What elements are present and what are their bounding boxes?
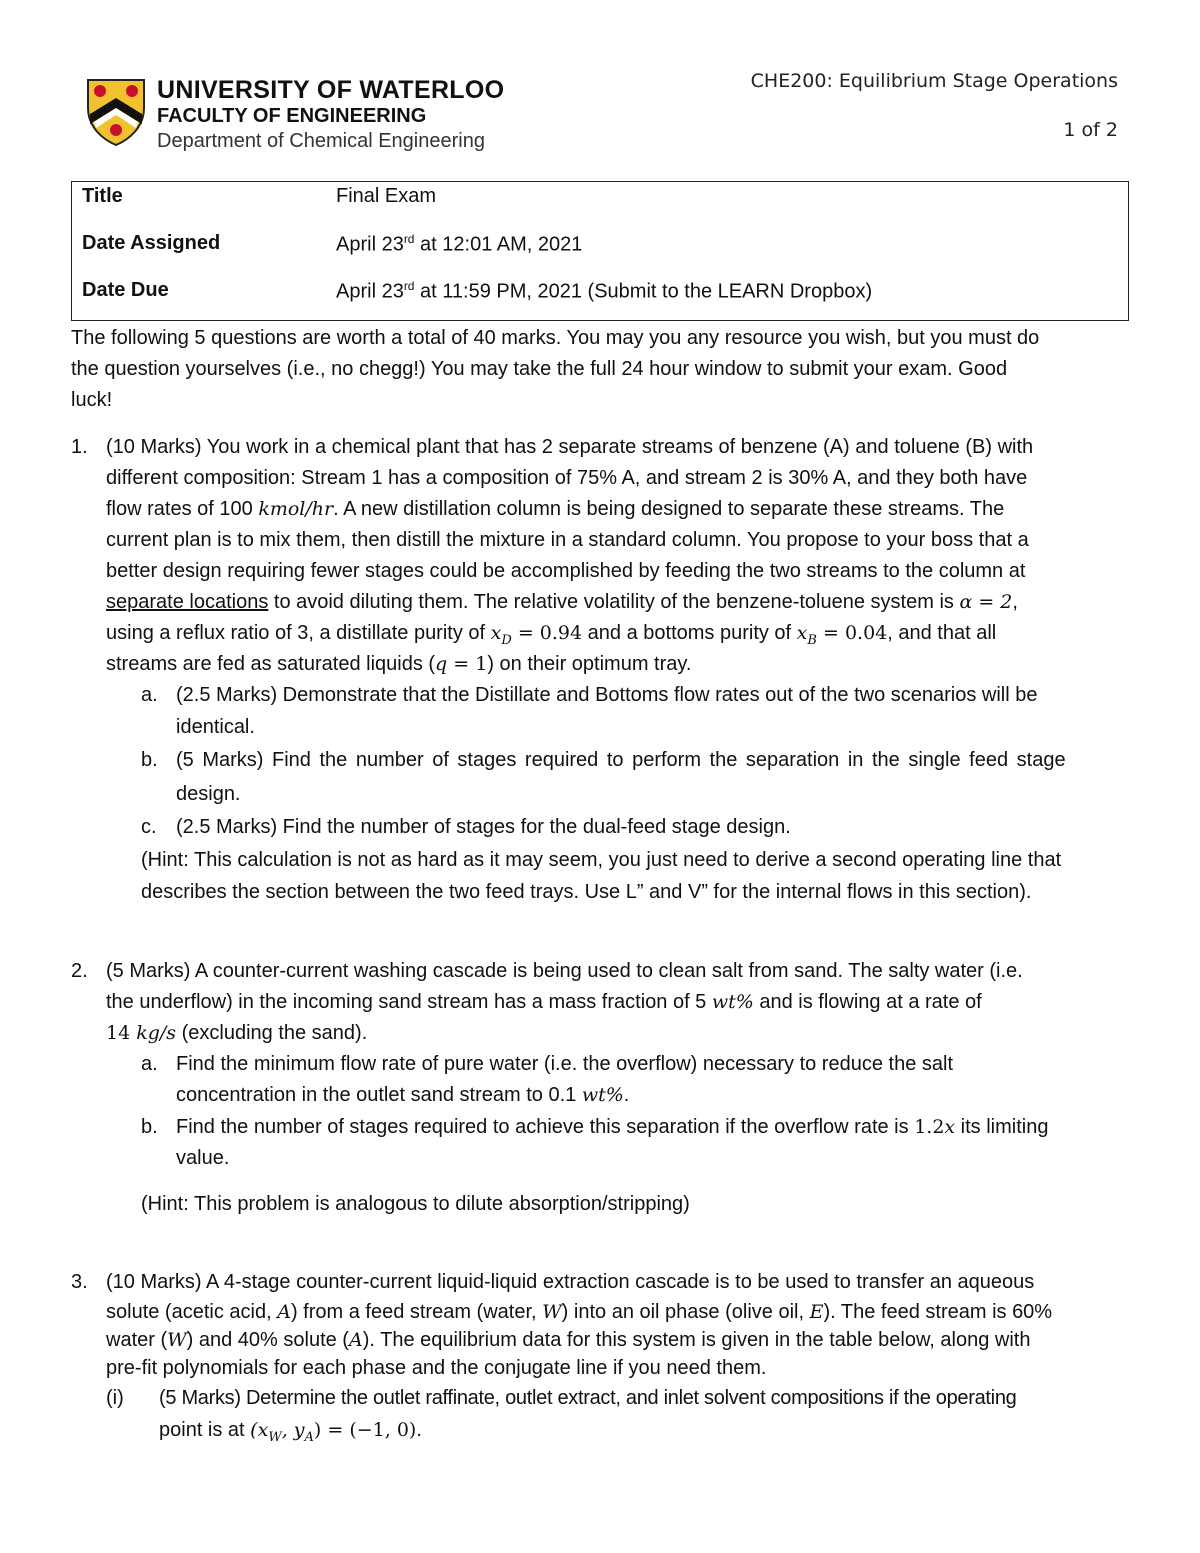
assigned-value: April 23rd at 12:01 AM, 2021 (336, 232, 583, 256)
q1a-label: a. (141, 684, 158, 706)
q1-line: (10 Marks) You work in a chemical plant that has 2 separate streams of benzene (A) and toluene (B) with (106, 436, 1034, 458)
q3-line: solute (acetic acid, A) from a feed stream (water, W) into an oil phase (olive oil, E). The feed stream is 60% (106, 1301, 1053, 1323)
q1b-line: (5 Marks) Find the number of stages required to perform the separation in the single feed stage (176, 749, 1066, 771)
q1-line: flow rates of 100 kmol/hr. A new distillation column is being designed to separate these streams. The (106, 498, 1005, 520)
q2b-line: Find the number of stages required to achieve this separation if the overflow rate is 1.2x its limiting (176, 1116, 1049, 1138)
q3i-line: point is at ($x_W$, $y_A) = (-1$, 0). (159, 1419, 422, 1445)
q1-hint-line: (Hint: This calculation is not as hard as it may seem, you just need to derive a second operating line that (141, 849, 1062, 871)
q2a-line: Find the minimum flow rate of pure water (i.e. the overflow) necessary to reduce the salt (176, 1053, 954, 1075)
q3-line: water (W) and 40% solute (A). The equilibrium data for this system is given in the table below, along with (106, 1329, 1031, 1351)
q2-number: 2. (71, 960, 88, 982)
q1c-line: (2.5 Marks) Find the number of stages for the dual-feed stage design. (176, 816, 791, 838)
title-label: Title (82, 185, 123, 207)
q2-line: (5 Marks) A counter-current washing cascade is being used to clean salt from sand. The salty water (i.e. (106, 960, 1023, 982)
q1a-line: (2.5 Marks) Demonstrate that the Distillate and Bottoms flow rates out of the two scenarios will be (176, 684, 1038, 706)
due-label: Date Due (82, 279, 169, 301)
q1-line: using a reflux ratio of 3, a distillate purity of $x_D = 0.94$ and a bottoms purity of $x_B = 0.04$, and that all (106, 622, 997, 648)
q2-line: 14 kg/s (excluding the sand). (106, 1022, 368, 1044)
q2a-line: concentration in the outlet sand stream to 0.1 wt%. (176, 1084, 630, 1106)
q1-line: streams are fed as saturated liquids (q = 1) on their optimum tray. (106, 653, 692, 675)
page-number: 1 of 2 (1063, 119, 1118, 141)
q2b-line: value. (176, 1147, 230, 1169)
faculty-name: FACULTY OF ENGINEERING (157, 105, 427, 127)
q1-hint-line: describes the section between the two feed trays. Use L” and V” for the internal flows in this section). (141, 881, 1032, 903)
q1-line: better design requiring fewer stages could be accomplished by feeding the two streams to the column at (106, 560, 1026, 582)
course-title: CHE200: Equilibrium Stage Operations (750, 70, 1118, 92)
university-name: UNIVERSITY OF WATERLOO (157, 76, 505, 104)
assigned-label: Date Assigned (82, 232, 221, 254)
q1a-line: identical. (176, 716, 255, 738)
q2a-label: a. (141, 1053, 158, 1075)
intro-line-1: The following 5 questions are worth a total of 40 marks. You may you any resource you wish, but you must do (71, 327, 1040, 349)
q3-line: (10 Marks) A 4-stage counter-current liquid-liquid extraction cascade is to be used to transfer an aqueous (106, 1271, 1035, 1293)
university-crest-icon (86, 78, 146, 146)
q3i-line: (5 Marks) Determine the outlet raffinate, outlet extract, and inlet solvent compositions if the operating (159, 1387, 1017, 1409)
q1b-line: design. (176, 783, 241, 805)
exam-info-box (71, 181, 1129, 321)
q1-line: separate locations to avoid diluting them. The relative volatility of the benzene-toluene system is α = 2, (106, 591, 1018, 613)
q1c-label: c. (141, 816, 157, 838)
title-value: Final Exam (336, 185, 437, 207)
intro-line-2: the question yourselves (i.e., no chegg!) You may take the full 24 hour window to submit your exam. Good (71, 358, 1008, 380)
q3-number: 3. (71, 1271, 88, 1293)
q1b-label: b. (141, 749, 158, 771)
q2-hint: (Hint: This problem is analogous to dilute absorption/stripping) (141, 1193, 690, 1215)
q3-line: pre-fit polynomials for each phase and the conjugate line if you need them. (106, 1357, 767, 1379)
q2-line: the underflow) in the incoming sand stream has a mass fraction of 5 wt% and is flowing at a rate of (106, 991, 982, 1013)
q1-line: current plan is to mix them, then distill the mixture in a standard column. You propose to your boss that a (106, 529, 1029, 551)
q3i-label: (i) (106, 1387, 124, 1409)
intro-line-3: luck! (71, 389, 113, 411)
department-name: Department of Chemical Engineering (157, 130, 485, 152)
q2b-label: b. (141, 1116, 158, 1138)
due-value: April 23rd at 11:59 PM, 2021 (Submit to the LEARN Dropbox) (336, 279, 873, 303)
q1-line: different composition: Stream 1 has a composition of 75% A, and stream 2 is 30% A, and they both have (106, 467, 1028, 489)
university-header (157, 76, 504, 154)
q1-number: 1. (71, 436, 88, 458)
